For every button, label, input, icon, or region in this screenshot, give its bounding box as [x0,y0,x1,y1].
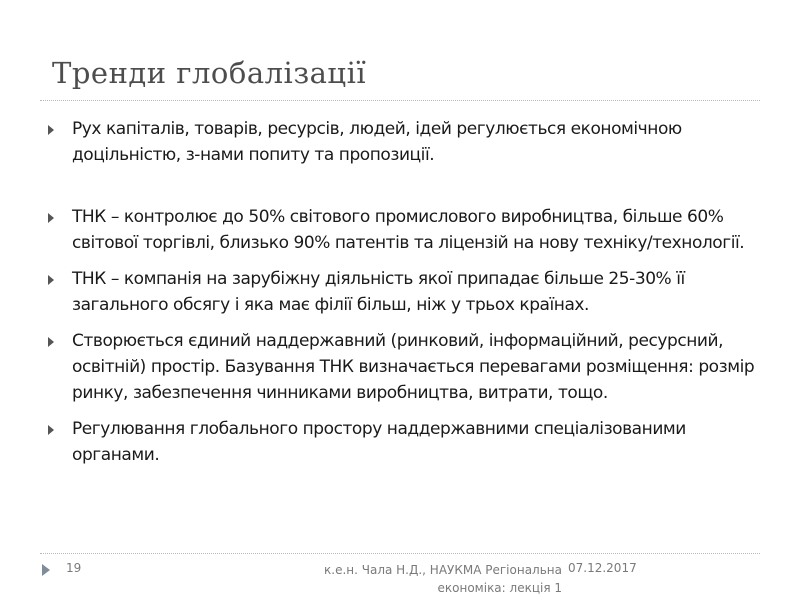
bullet-triangle-icon [48,213,54,223]
list-item [48,266,760,318]
bullet-triangle-icon [48,275,54,285]
footer-author: к.е.н. Чала Н.Д., НАУКМА Регіональна економіка: лекція 1 [324,563,562,595]
list-item [48,328,760,406]
list-item [48,416,760,468]
bullet-text: ТНК – контролює до 50% світового промислового виробництва, більше 60% світової торгівлі, близько 90% патентів та ліцензій на нову техніку/технології. [72,207,745,253]
slide-title: Тренди глобалізації [52,56,367,90]
page-number: 19 [66,561,82,575]
title-divider [40,100,760,101]
footer-divider [40,553,760,554]
bullet-text: Регулювання глобального простору наддержавними спеціалізованими органами. [72,419,686,465]
bullet-triangle-icon [48,337,54,347]
bullet-triangle-icon [48,125,54,135]
list-item [48,116,760,168]
bullet-text: Рух капіталів, товарів, ресурсів, людей, ідей регулюється економічною доцільністю, з-нами попиту та пропозиції. [72,119,682,165]
bullet-text: ТНК – компанія на зарубіжну діяльність якої припадає більше 25-30% її загального обсягу і яка має філії більш, ніж у трьох країнах. [72,269,685,315]
list-item [48,204,760,256]
bullet-list [48,116,760,478]
footer-date: 07.12.2017 [568,561,637,575]
bullet-text: Створюється єдиний наддержавний (ринковий, інформаційний, ресурсний, освітній) простір. Базування ТНК визначається перевагами розміщення: розмір ринку, забезпечення чинниками виробництва, витрати, тощо. [72,331,755,403]
bullet-triangle-icon [48,425,54,435]
footer-triangle-icon [42,564,50,576]
